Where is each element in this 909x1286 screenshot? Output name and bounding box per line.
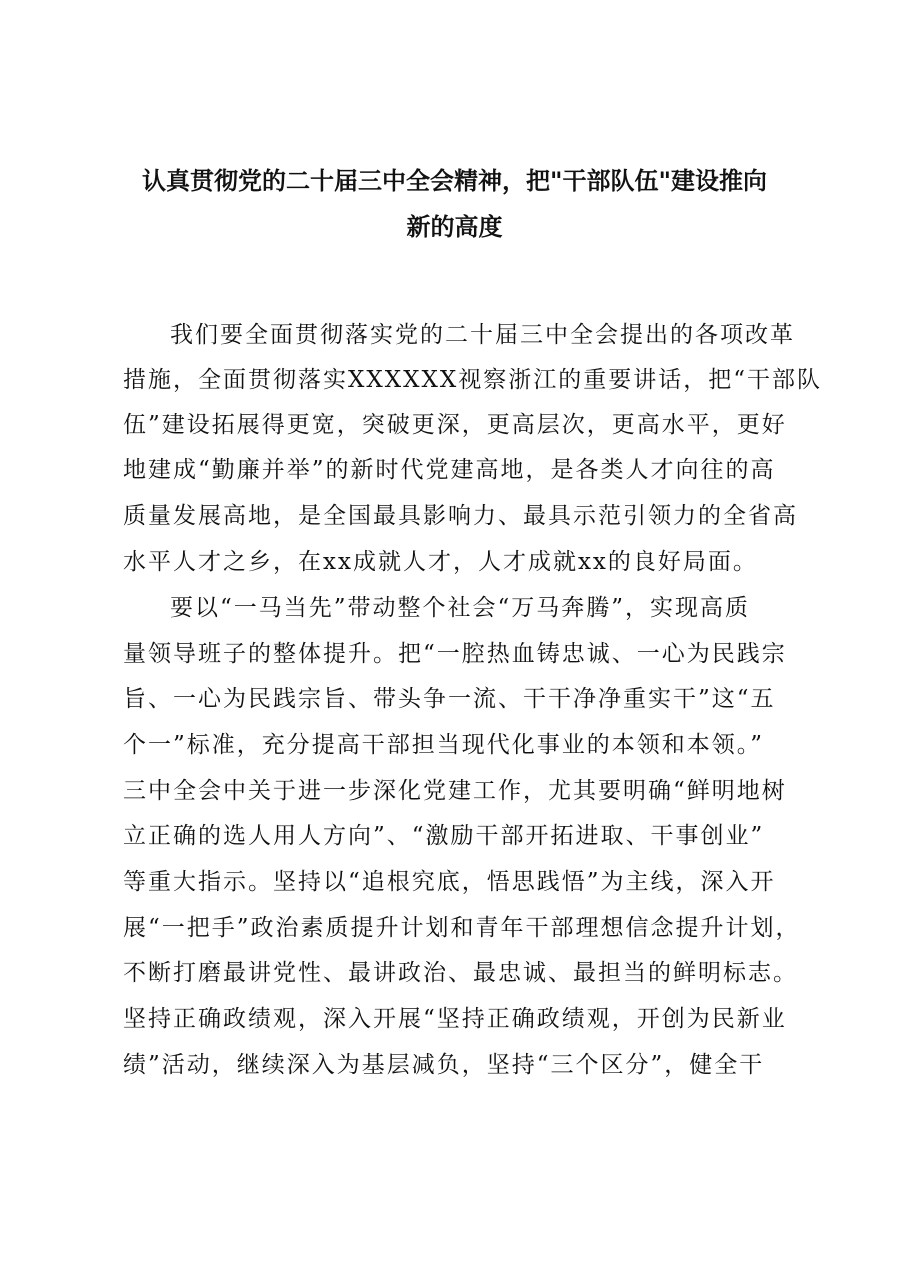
paragraph-1-line-1: 我们要全面贯彻落实党的二十届三中全会提出的各项改革	[170, 322, 795, 348]
paragraph-1-line-6: 水平人才之乡，在xx成就人才，人才成就xx的良好局面。	[123, 549, 758, 575]
paragraph-2-line-10: 坚持正确政绩观，深入开展“坚持正确政绩观，开创为民新业	[123, 1006, 787, 1032]
paragraph-2-line-3: 旨、一心为民践宗旨、带头争一流、干干净净重实干”这“五	[123, 686, 776, 712]
paragraph-2-line-1: 要以“一马当先”带动整个社会“万马奔腾”，实现高质	[170, 595, 751, 621]
paragraph-2-line-6: 立正确的选人用人方向”、“激励干部开拓进取、干事创业”	[123, 823, 765, 849]
paragraph-1-line-3: 伍”建设拓展得更宽，突破更深，更高层次，更高水平，更好	[123, 412, 787, 438]
paragraph-1-line-5: 质量发展高地，是全国最具影响力、最具示范引领力的全省高	[123, 503, 798, 529]
paragraph-2-line-8: 展“一把手”政治素质提升计划和青年干部理想信念提升计划，	[123, 915, 801, 941]
document-title-line-2: 新的高度	[406, 213, 503, 241]
paragraph-2-line-4: 个一”标准，充分提高干部担当现代化事业的本领和本领。”	[123, 732, 765, 758]
paragraph-2-line-9: 不断打磨最讲党性、最讲政治、最忠诚、最担当的鲜明标志。	[123, 960, 798, 986]
document-title-line-1: 认真贯彻党的二十届三中全会精神，把"干部队伍"建设推向	[141, 167, 767, 195]
paragraph-1-line-2: 措施，全面贯彻落实XXXXXX视察浙江的重要讲话，把“干部队	[123, 367, 823, 393]
paragraph-2-line-11: 绩”活动，继续深入为基层减负，坚持“三个区分”，健全干	[123, 1052, 765, 1078]
paragraph-2-line-7: 等重大指示。坚持以“追根究底，悟思践悟”为主线，深入开	[123, 869, 776, 895]
paragraph-2-line-2: 量领导班子的整体提升。把“一腔热血铸忠诚、一心为民践宗	[123, 641, 787, 667]
paragraph-1-line-4: 地建成“勤廉并举”的新时代党建高地，是各类人才向往的高	[123, 457, 776, 483]
paragraph-2-line-5: 三中全会中关于进一步深化党建工作，尤其要明确“鲜明地树	[123, 778, 787, 804]
